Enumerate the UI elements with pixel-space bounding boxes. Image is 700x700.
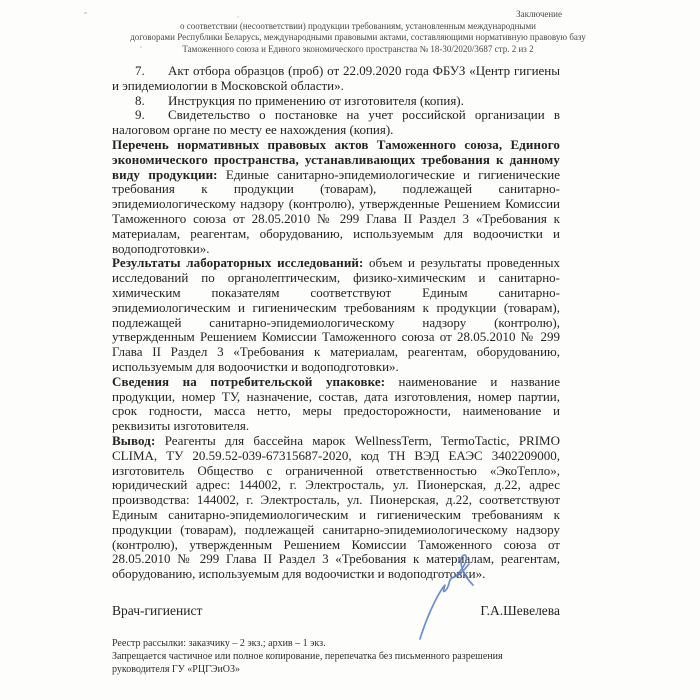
paragraph-lead: Вывод:	[112, 432, 156, 448]
footer-copy-restriction-cont: руководителя ГУ «РЦГЭиОЗ»	[112, 664, 241, 676]
header-subtitle-line: договорами Республики Беларусь, международными правовыми актами, составляющими нормативную правовую базу	[130, 32, 586, 42]
list-item-number: 8.	[135, 92, 145, 108]
paragraph-normative-acts	[112, 138, 560, 256]
list-item-7	[112, 64, 560, 94]
document-footer	[112, 637, 592, 677]
list-item-text: Инструкция по применению от изготовителя (копия).	[168, 92, 464, 108]
scan-speck	[140, 46, 142, 48]
paragraph-lead: Перечень нормативных правовых актов Таможенного союза, Единого экономического пространства, устанавливающих требования к данному виду продукции:	[112, 136, 560, 182]
signatory-name: Г.А.Шевелева	[480, 603, 560, 618]
footer-copy-restriction: Запрещается частичное или полное копирование, перепечатка без письменного разрешения	[112, 651, 503, 663]
list-item-number: 9.	[135, 107, 145, 123]
paragraph-lab-results	[112, 256, 560, 374]
list-item-8	[112, 94, 560, 109]
footer-distribution-register: Реестр рассылки: заказчику – 2 экз.; архив – 1 экз.	[112, 638, 326, 649]
paragraph-text: наименование и название продукции, номер ТУ, назначение, состав, дата изготовления, номер партии, срок годности, масса нетто, меры предосторожности, наименование и реквизиты изготовителя.	[112, 373, 560, 434]
document-header	[112, 9, 604, 55]
header-doc-type: Заключение	[516, 9, 562, 19]
signature-row	[112, 603, 560, 619]
paragraph-text: объем и результаты проведенных исследований по органолептическим, физико-химическим и санитарно-химическим показателям соответствуют Единым санитарно-эпидемиологическим и гигиеническим требованиям к продукции (товарам), подлежащей санитарно-эпидемиологическому надзору (контролю), утвержденным Решением Комиссии Таможенного союза от 28.05.2010 № 299 Глава II Раздел 3 «Требования к материалам, реагентам, оборудованию, используемым для водоочистки и водоподготовки».	[112, 255, 560, 374]
header-subtitle-line: о соответствии (несоответствии) продукции требованиям, установленным международными	[180, 20, 536, 31]
scan-speck	[237, 16, 239, 18]
paragraph-lead: Сведения на потребительской упаковке:	[112, 373, 386, 389]
paragraph-text: Реагенты для бассейна марок WellnessTerm, TermoTactic, PRIMO CLIMA, ТУ 20.59.52-039-67315687-2020, код ТН ВЭД ЕАЭС 3402209000, изготовитель Общество с ограниченной ответственностью «ЭкоТепло», юридический адрес: 144002, г. Электросталь, ул. Пионерская, д.22, адрес производства: 144002, г. Электросталь, ул. Пионерская, д.22, соответствуют Единым санитарно-эпидемиологическим и гигиеническим требованиям к продукции (товарам), подлежащей санитарно-эпидемиологическому надзору (контролю), утвержденным Решением Комиссии Таможенного союза от 28.05.2010 № 299 Глава II Раздел 3 «Требования к материалам, реагентам, оборудованию, используемым для водоочистки и водоподготовки».	[112, 432, 560, 582]
scan-speck	[84, 12, 87, 14]
header-doc-number-page: Таможенного союза и Единого экономического пространства № 18-30/2020/3687 стр. 2 из 2	[182, 43, 534, 54]
list-item-text: Свидетельство о постановке на учет российской организации в налоговом органе по месту ее нахождения (копия).	[112, 107, 560, 138]
list-item-9	[112, 108, 560, 138]
document-body	[112, 64, 560, 582]
signatory-role: Врач-гигиенист	[112, 603, 203, 618]
list-item-number: 7.	[135, 63, 145, 78]
list-item-text: Акт отбора образцов (проб) от 22.09.2020 года ФБУЗ «Центр гигиены и эпидемиологии в Московской области».	[112, 63, 560, 93]
paragraph-packaging-info	[112, 375, 560, 434]
paragraph-lead: Результаты лабораторных исследований:	[112, 255, 364, 271]
paragraph-text: Единые санитарно-эпидемиологические и гигиенические требования к продукции (товарам), подлежащей санитарно-эпидемиологическому надзору (контролю), утвержденные Решением Комиссии Таможенного союза от 28.05.2010 № 299 Глава II Раздел 3 «Требования к материалам, реагентам, оборудованию, используемым для водоочистки и водоподготовки».	[112, 166, 560, 256]
